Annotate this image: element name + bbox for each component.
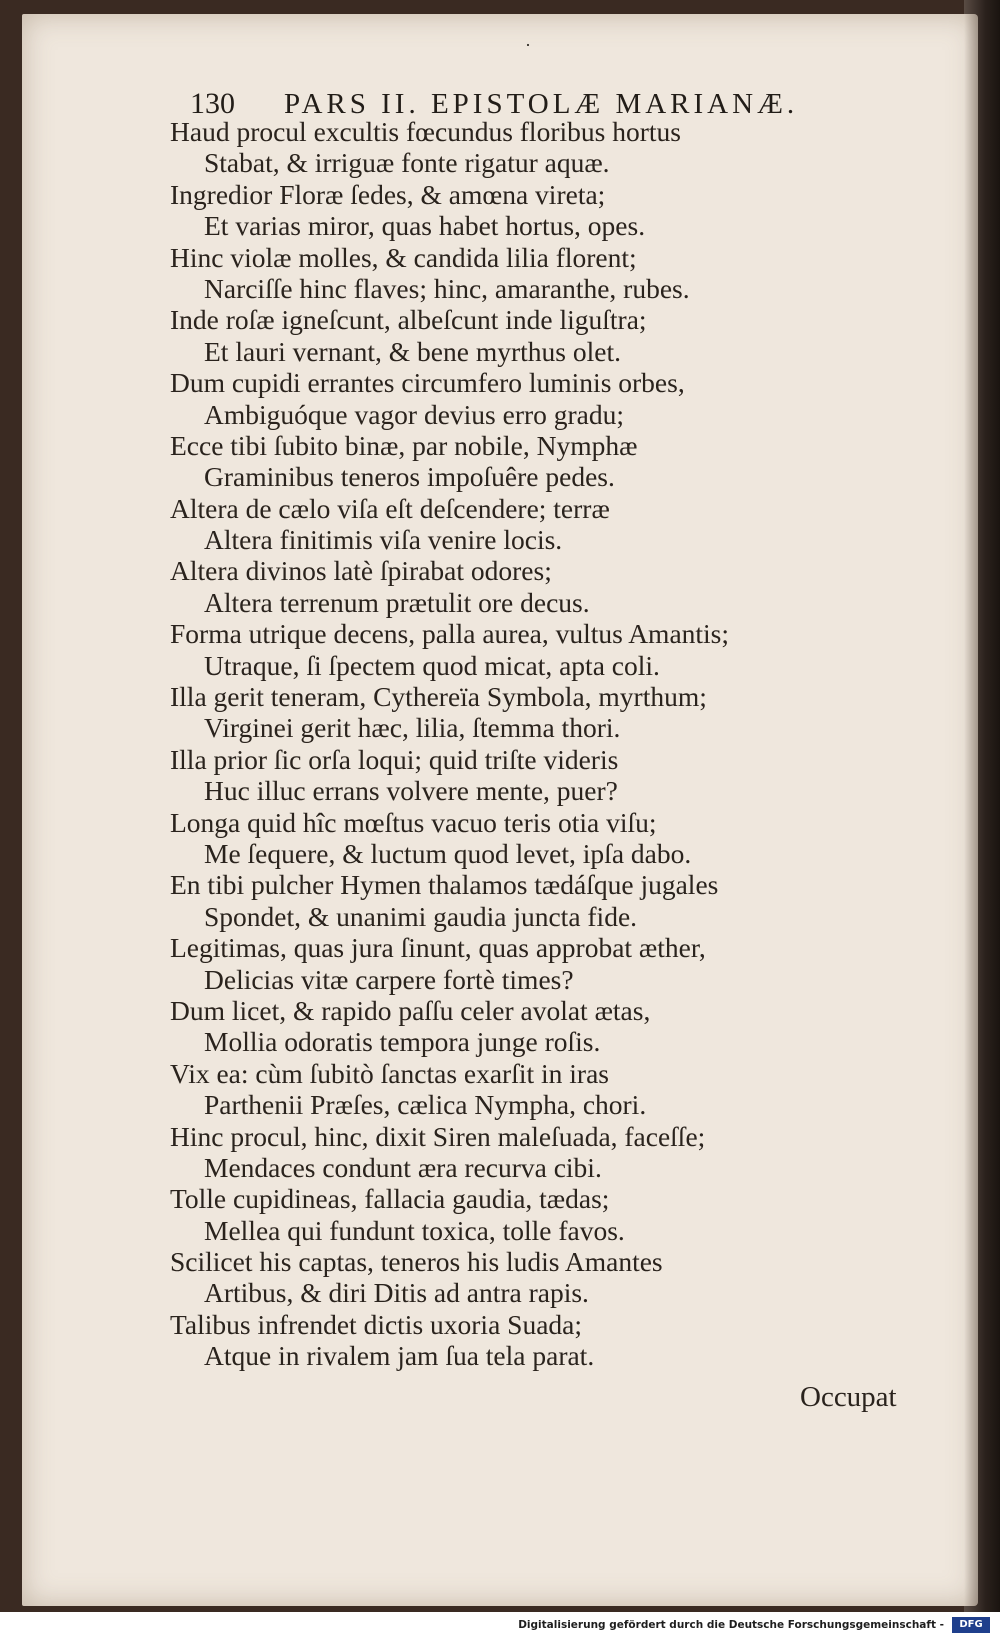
verse-line-hexameter: Dum cupidi errantes circumfero luminis orbes, — [170, 367, 685, 399]
verse-line-pentameter: Narciſſe hinc flaves; hinc, amaranthe, rubes. — [204, 272, 690, 304]
dfg-logo: DFG — [952, 1617, 990, 1633]
verse-line-hexameter: Tolle cupidineas, fallacia gaudia, tædas; — [170, 1183, 610, 1215]
verse-line-hexameter: Forma utrique decens, palla aurea, vultus Amantis; — [170, 618, 730, 650]
verse-line-hexameter: Ingredior Floræ ſedes, & amœna vireta; — [170, 178, 606, 210]
verse-line-pentameter: Et lauri vernant, & bene myrthus olet. — [204, 335, 621, 367]
verse-line-hexameter: Altera de cælo viſa eſt deſcendere; terræ — [170, 492, 610, 524]
verse-line-pentameter: Stabat, & irriguæ fonte rigatur aquæ. — [204, 147, 610, 179]
verse-line-hexameter: Longa quid hîc mœſtus vacuo teris otia viſu; — [170, 806, 657, 838]
page-number: 130 — [190, 87, 235, 120]
verse-line-hexameter: En tibi pulcher Hymen thalamos tædáſque jugales — [170, 869, 719, 901]
verse-line-hexameter: Hinc violæ molles, & candida lilia florent; — [170, 241, 637, 273]
verse-line-hexameter: Hinc procul, hinc, dixit Siren maleſuada, faceſſe; — [170, 1120, 706, 1152]
funding-credit: Digitalisierung gefördert durch die Deutsche Forschungsgemeinschaft - — [518, 1619, 944, 1631]
verse-line-pentameter: Graminibus teneros impoſuêre pedes. — [204, 461, 615, 493]
catchword: Occupat — [800, 1381, 897, 1413]
verse-line-pentameter: Et varias miror, quas habet hortus, opes. — [204, 210, 646, 242]
footer-strip — [0, 1612, 1000, 1640]
verse-line-pentameter: Ambiguóque vagor devius erro gradu; — [204, 398, 625, 430]
verse-line-pentameter: Artibus, & diri Ditis ad antra rapis. — [204, 1277, 589, 1309]
verse-line-pentameter: Mendaces condunt æra recurva cibi. — [204, 1151, 602, 1183]
verse-line-pentameter: Mollia odoratis tempora junge roſis. — [204, 1026, 601, 1058]
verse-line-pentameter: Virginei gerit hæc, lilia, ſtemma thori. — [204, 712, 621, 744]
verse-line-hexameter: Legitimas, quas jura ſinunt, quas approbat æther, — [170, 932, 706, 964]
verse-line-pentameter: Me ſequere, & luctum quod levet, ipſa dabo. — [204, 837, 692, 869]
verse-line-hexameter: Inde roſæ igneſcunt, albeſcunt inde liguſtra; — [170, 304, 647, 336]
verse-line-pentameter: Altera terrenum prætulit ore decus. — [204, 586, 590, 618]
verse-line-pentameter: Mellea qui fundunt toxica, tolle favos. — [204, 1214, 625, 1246]
verse-line-hexameter: Illa gerit teneram, Cythereïa Symbola, myrthum; — [170, 681, 707, 713]
verse-line-pentameter: Huc illuc errans volvere mente, puer? — [204, 775, 618, 807]
verse-line-hexameter: Illa prior ſic orſa loqui; quid triſte videris — [170, 743, 619, 775]
top-mark: · — [525, 35, 531, 55]
verse-line-pentameter: Delicias vitæ carpere fortè times? — [204, 963, 574, 995]
verse-line-hexameter: Vix ea: cùm ſubitò ſanctas exarſit in iras — [170, 1057, 609, 1089]
verse-line-pentameter: Parthenii Præſes, cælica Nympha, chori. — [204, 1089, 647, 1121]
running-head-title: PARS II. EPISTOLÆ MARIANÆ. — [284, 88, 799, 120]
verse-line-hexameter: Haud procul excultis fœcundus floribus hortus — [170, 116, 681, 147]
verse-line-pentameter: Altera finitimis viſa venire locis. — [204, 524, 563, 556]
verse-line-pentameter: Atque in rivalem jam ſua tela parat. — [204, 1340, 595, 1372]
poem-verses — [170, 116, 890, 1372]
verse-line-pentameter: Spondet, & unanimi gaudia juncta fide. — [204, 900, 638, 932]
verse-line-pentameter: Utraque, ſi ſpectem quod micat, apta coli. — [204, 649, 660, 681]
verse-line-hexameter: Scilicet his captas, teneros his ludis Amantes — [170, 1246, 663, 1278]
verse-line-hexameter: Dum licet, & rapido paſſu celer avolat ætas, — [170, 994, 651, 1026]
verse-line-hexameter: Altera divinos latè ſpirabat odores; — [170, 555, 552, 587]
verse-line-hexameter: Ecce tibi ſubito binæ, par nobile, Nymphæ — [170, 429, 638, 461]
verse-line-hexameter: Talibus infrendet dictis uxoria Suada; — [170, 1308, 583, 1340]
